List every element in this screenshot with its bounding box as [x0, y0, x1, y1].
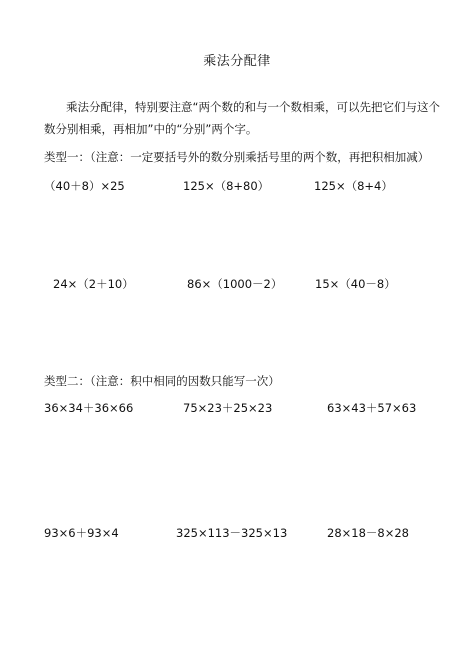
type2-problem-3: 63×43＋57×63: [327, 401, 417, 415]
intro-line-2: 数分别相乘，再相加”中的“分别”两个字。: [44, 122, 258, 136]
type2-problem-2: 75×23＋25×23: [183, 401, 273, 415]
type1-problem-4: 24×（2＋10）: [53, 277, 134, 291]
type2-heading: 类型二：（注意：积中相同的因数只能写一次）: [44, 374, 280, 388]
intro-line-1: 乘法分配律，特别要注意“两个数的和与一个数相乘，可以先把它们与这个: [66, 100, 440, 114]
type1-problem-6: 15×（40－8）: [315, 277, 396, 291]
type2-problem-5: 325×113－325×13: [176, 526, 288, 540]
type2-problem-1: 36×34＋36×66: [44, 401, 134, 415]
type1-heading: 类型一：（注意：一定要括号外的数分别乘括号里的两个数，再把积相加减）: [44, 150, 430, 164]
type1-problem-5: 86×（1000－2）: [187, 277, 283, 291]
page-title: 乘法分配律: [203, 54, 271, 69]
type1-problem-1: （40＋8）×25: [44, 179, 125, 193]
type2-problem-6: 28×18－8×28: [327, 526, 409, 540]
type2-problem-4: 93×6＋93×4: [44, 526, 119, 540]
type1-problem-3: 125×（8+4）: [314, 179, 393, 193]
type1-problem-2: 125×（8+80）: [183, 179, 270, 193]
